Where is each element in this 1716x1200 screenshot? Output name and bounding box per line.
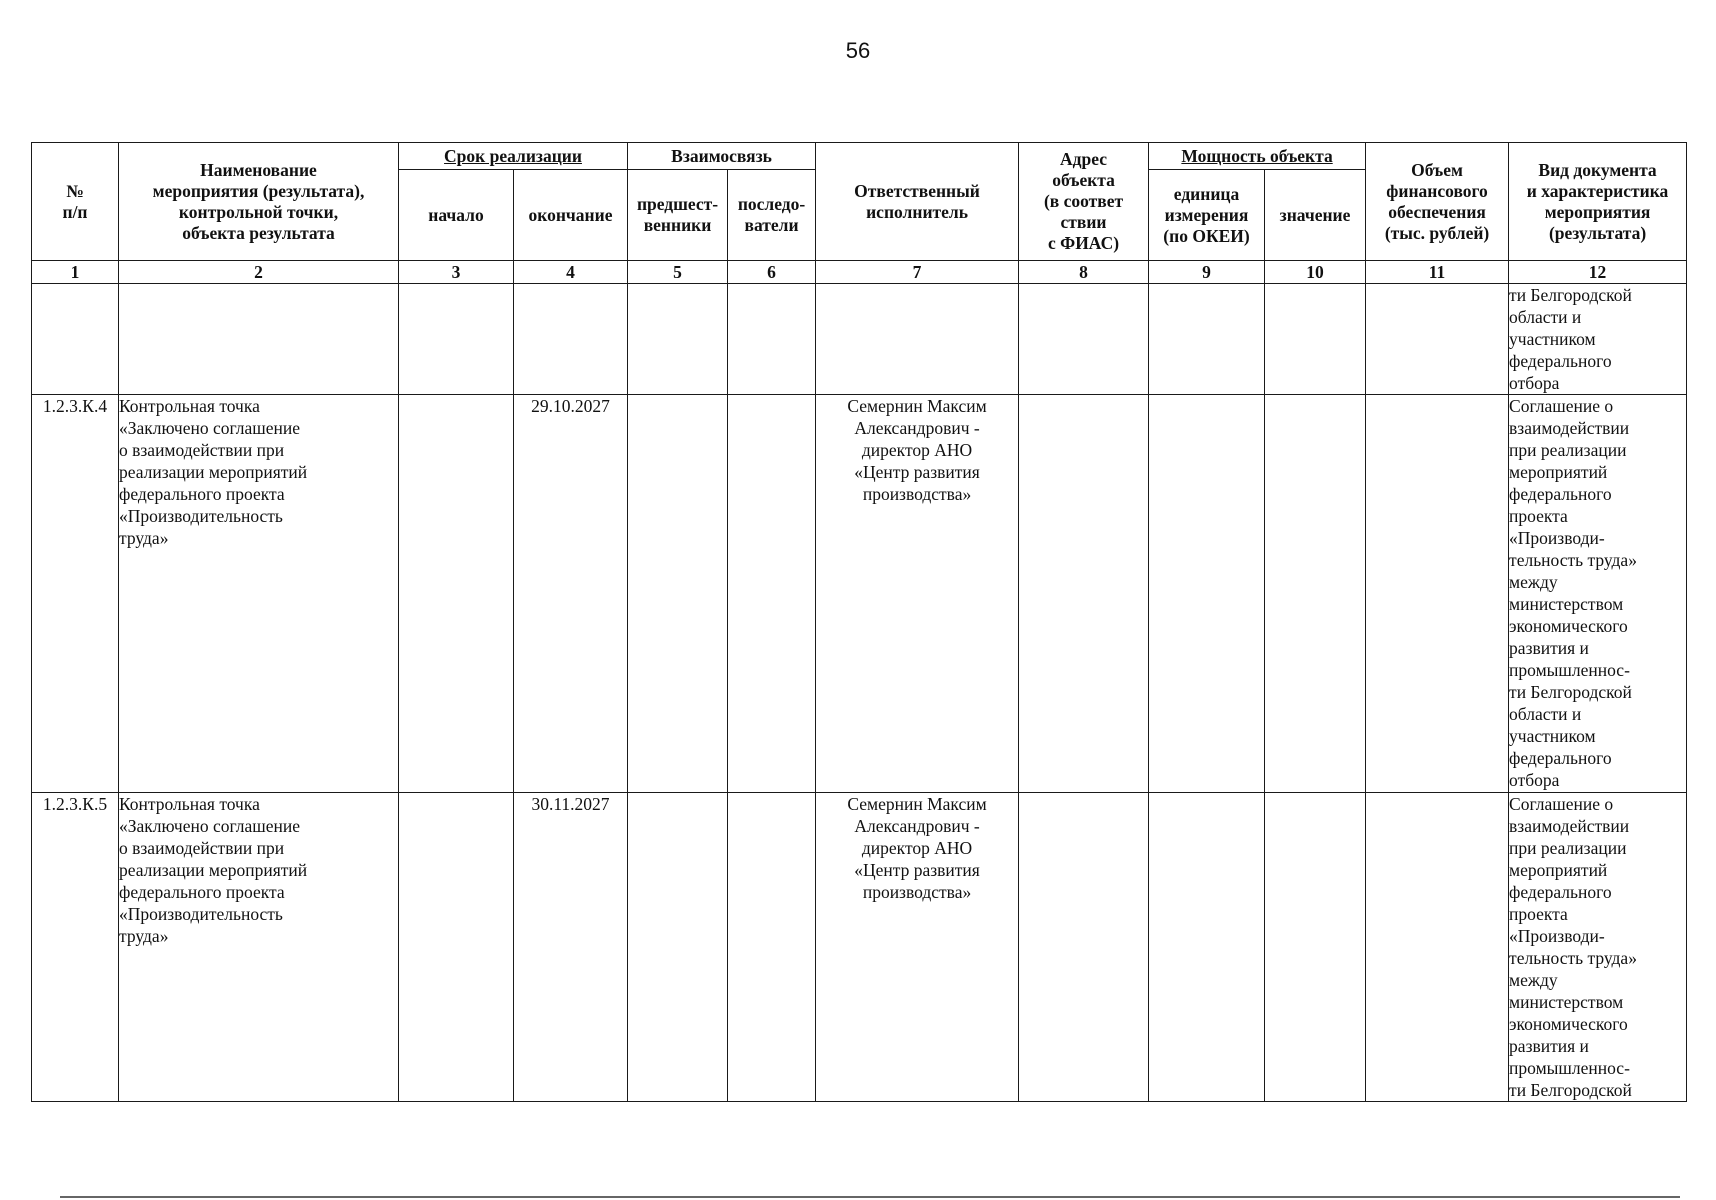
- row-prev: [628, 793, 728, 1102]
- row-executor: Семернин Максим Александрович - директор АНО «Центр развития производства»: [816, 793, 1019, 1102]
- scan-edge-line: [60, 1196, 1680, 1198]
- row-name: [119, 284, 399, 395]
- header-address: Адрес объекта (в соответ ствии с ФИАС): [1019, 143, 1149, 261]
- activities-table: [31, 142, 1687, 1102]
- header-link-next: последо- ватели: [728, 170, 816, 261]
- header-num: № п/п: [32, 143, 119, 261]
- row-address: [1019, 395, 1149, 793]
- row-doc: ти Белгородской области и участником федерального отбора: [1509, 284, 1687, 395]
- header-executor: Ответственный исполнитель: [816, 143, 1019, 261]
- row-name: Контрольная точка «Заключено соглашение о взаимодействии при реализации мероприятий федерального проекта «Производительность труда»: [119, 395, 399, 793]
- row-next: [728, 284, 816, 395]
- row-doc: Соглашение о взаимодействии при реализации мероприятий федерального проекта «Производи- тельность труда» между министерством экономического развития и промышленнос- ти Белгородской области и участником федерального отбора: [1509, 395, 1687, 793]
- column-number: 3: [399, 261, 514, 284]
- column-number: 10: [1265, 261, 1366, 284]
- row-prev: [628, 395, 728, 793]
- row-address: [1019, 284, 1149, 395]
- column-number: 5: [628, 261, 728, 284]
- header-doc: Вид документа и характеристика мероприятия (результата): [1509, 143, 1687, 261]
- row-next: [728, 395, 816, 793]
- row-finance: [1366, 284, 1509, 395]
- column-number: 7: [816, 261, 1019, 284]
- header-name: Наименование мероприятия (результата), контрольной точки, объекта результата: [119, 143, 399, 261]
- header-capacity-unit: единица измерения (по ОКЕИ): [1149, 170, 1265, 261]
- row-executor: Семернин Максим Александрович - директор АНО «Центр развития производства»: [816, 395, 1019, 793]
- column-number: 8: [1019, 261, 1149, 284]
- column-number: 2: [119, 261, 399, 284]
- row-num: 1.2.3.К.5: [32, 793, 119, 1102]
- table-row: [32, 395, 1687, 793]
- header-period-group: Срок реализации: [399, 143, 628, 170]
- column-number: 6: [728, 261, 816, 284]
- row-value: [1265, 395, 1366, 793]
- row-start: [399, 395, 514, 793]
- table-row: [32, 284, 1687, 395]
- column-number: 11: [1366, 261, 1509, 284]
- row-unit: [1149, 284, 1265, 395]
- header-capacity-value: значение: [1265, 170, 1366, 261]
- row-unit: [1149, 395, 1265, 793]
- row-num: 1.2.3.К.4: [32, 395, 119, 793]
- row-executor: [816, 284, 1019, 395]
- column-number: 4: [514, 261, 628, 284]
- column-number: 12: [1509, 261, 1687, 284]
- header-period-start: начало: [399, 170, 514, 261]
- row-finance: [1366, 395, 1509, 793]
- row-end: 29.10.2027: [514, 395, 628, 793]
- row-next: [728, 793, 816, 1102]
- column-number: 1: [32, 261, 119, 284]
- row-address: [1019, 793, 1149, 1102]
- page-number: 56: [845, 38, 871, 63]
- row-name: Контрольная точка «Заключено соглашение о взаимодействии при реализации мероприятий федерального проекта «Производительность труда»: [119, 793, 399, 1102]
- row-prev: [628, 284, 728, 395]
- header-period-end: окончание: [514, 170, 628, 261]
- row-finance: [1366, 793, 1509, 1102]
- table-row: [32, 793, 1687, 1102]
- row-end: 30.11.2027: [514, 793, 628, 1102]
- row-doc: Соглашение о взаимодействии при реализации мероприятий федерального проекта «Производи- тельность труда» между министерством экономического развития и промышленнос- ти Белгородской: [1509, 793, 1687, 1102]
- header-finance: Объем финансового обеспечения (тыс. рублей): [1366, 143, 1509, 261]
- header-capacity-group: Мощность объекта: [1149, 143, 1366, 170]
- row-unit: [1149, 793, 1265, 1102]
- column-number: 9: [1149, 261, 1265, 284]
- row-value: [1265, 793, 1366, 1102]
- row-end: [514, 284, 628, 395]
- header-link-prev: предшест- венники: [628, 170, 728, 261]
- row-start: [399, 284, 514, 395]
- row-start: [399, 793, 514, 1102]
- row-num: [32, 284, 119, 395]
- row-value: [1265, 284, 1366, 395]
- header-link-group: Взаимосвязь: [628, 143, 816, 170]
